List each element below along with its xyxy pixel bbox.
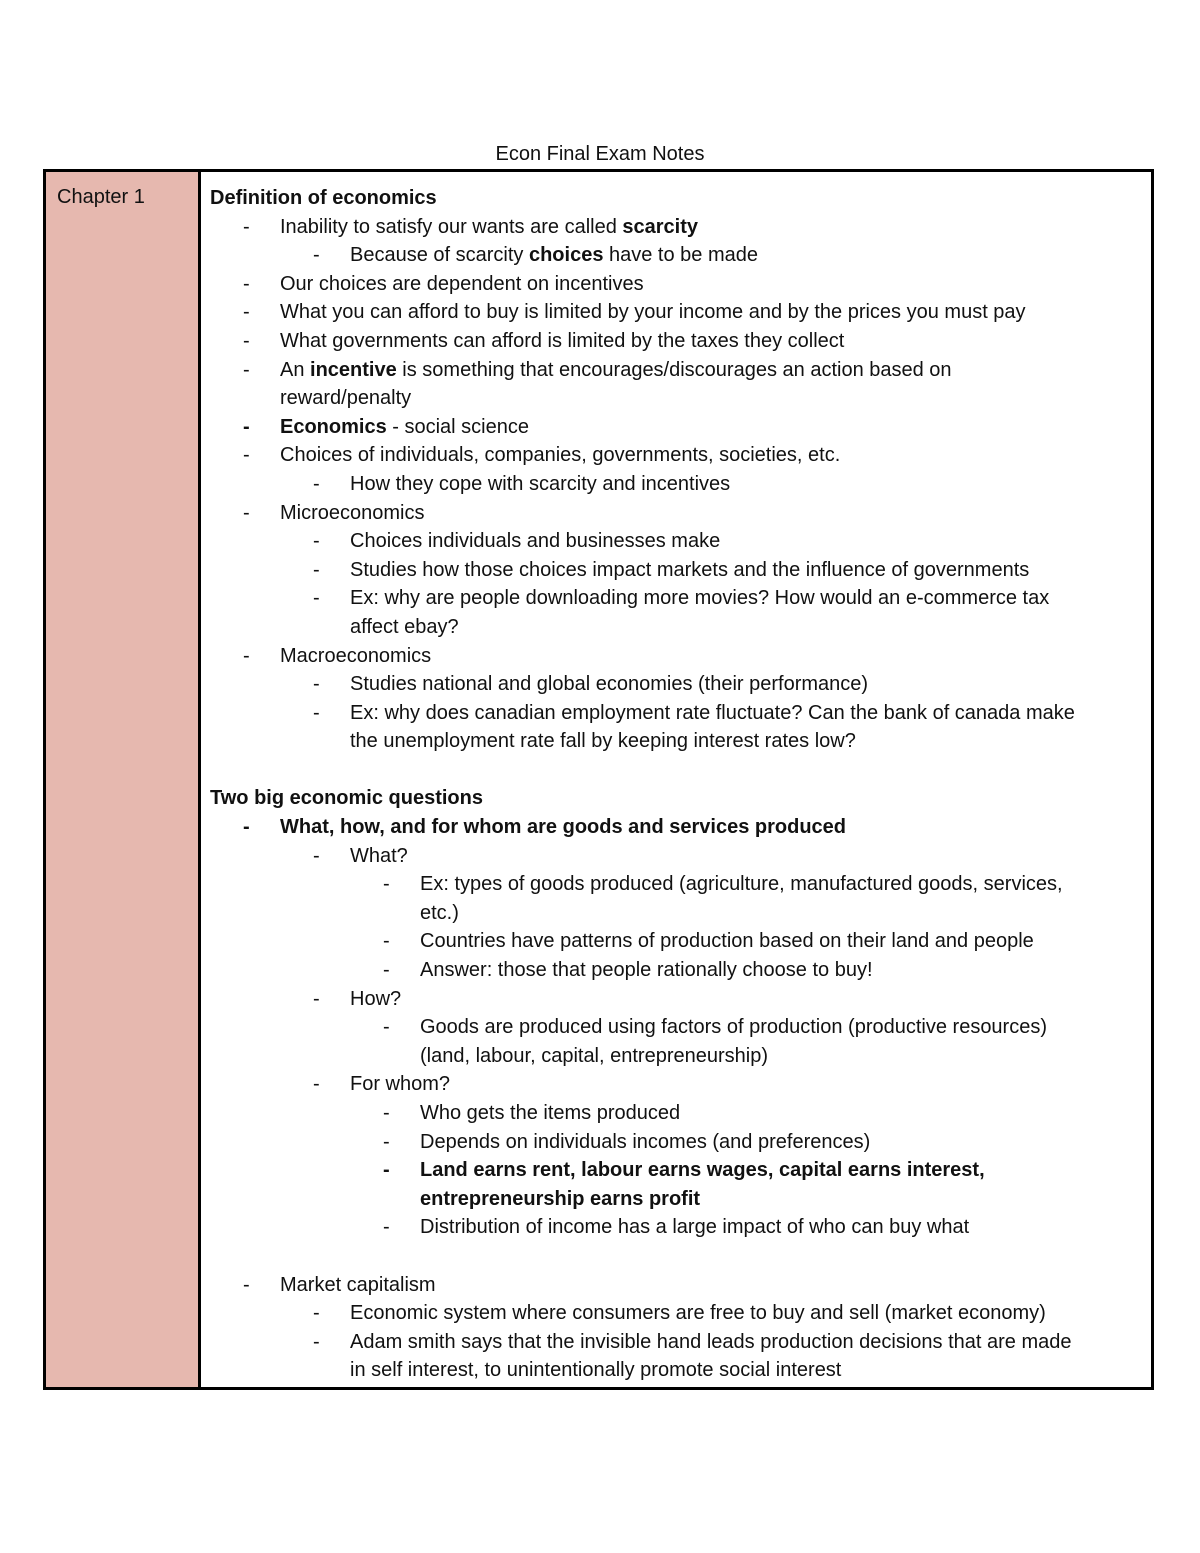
note-line: - What governments can afford is limited by the taxes they collect bbox=[243, 329, 845, 352]
note-line-continued: (land, labour, capital, entrepreneurship) bbox=[420, 1044, 768, 1067]
note-line: - Market capitalism bbox=[243, 1273, 436, 1296]
note-line: - Land earns rent, labour earns wages, capital earns interest, bbox=[383, 1159, 985, 1182]
note-line: - For whom? bbox=[313, 1073, 451, 1096]
note-line: - Microeconomics bbox=[243, 501, 425, 524]
notes-content bbox=[201, 172, 1151, 1387]
section-heading-questions: Two big economic questions bbox=[210, 787, 483, 810]
note-line-continued: entrepreneurship earns profit bbox=[420, 1187, 701, 1210]
spacer bbox=[210, 756, 1141, 785]
note-line: - Distribution of income has a large impact of who can buy what bbox=[383, 1216, 970, 1239]
note-line: - Ex: types of goods produced (agriculture, manufactured goods, services, bbox=[383, 873, 1063, 896]
note-line: - Choices of individuals, companies, governments, societies, etc. bbox=[243, 444, 841, 467]
note-line-continued: reward/penalty bbox=[280, 387, 412, 410]
note-line: - Answer: those that people rationally choose to buy! bbox=[383, 959, 873, 982]
note-line-continued: etc.) bbox=[420, 901, 459, 924]
note-line: - Because of scarcity choices have to be made bbox=[313, 244, 759, 267]
notes-table bbox=[43, 169, 1154, 1390]
note-line: - Depends on individuals incomes (and preferences) bbox=[383, 1130, 871, 1153]
note-line: - Economics - social science bbox=[243, 415, 529, 438]
note-line: - How they cope with scarcity and incentives bbox=[313, 472, 731, 495]
note-line: - Inability to satisfy our wants are called scarcity bbox=[243, 215, 699, 238]
note-line: - What? bbox=[313, 844, 408, 867]
note-line: - Studies how those choices impact markets and the influence of governments bbox=[313, 558, 1030, 581]
document-title: Econ Final Exam Notes bbox=[495, 143, 705, 165]
note-line: - Goods are produced using factors of production (productive resources) bbox=[383, 1016, 1048, 1039]
spacer bbox=[210, 1242, 1141, 1271]
note-line: - How? bbox=[313, 987, 402, 1010]
note-line-continued: the unemployment rate fall by keeping interest rates low? bbox=[350, 730, 856, 753]
note-line: - Ex: why does canadian employment rate fluctuate? Can the bank of canada make bbox=[313, 701, 1075, 724]
note-line: - Choices individuals and businesses make bbox=[313, 530, 721, 553]
note-line: - Studies national and global economies (their performance) bbox=[313, 673, 869, 696]
note-line: - What, how, and for whom are goods and services produced bbox=[243, 816, 847, 839]
note-line: - Ex: why are people downloading more movies? How would an e-commerce tax bbox=[313, 587, 1050, 610]
note-line: - Who gets the items produced bbox=[383, 1102, 681, 1124]
note-line: - Our choices are dependent on incentives bbox=[243, 272, 644, 295]
section-heading-definition: Definition of economics bbox=[210, 187, 437, 209]
chapter-cell bbox=[46, 172, 201, 1387]
note-line: - Economic system where consumers are free to buy and sell (market economy) bbox=[313, 1302, 1046, 1325]
note-line-continued: affect ebay? bbox=[350, 615, 459, 638]
note-line: - Adam smith says that the invisible hand leads production decisions that are made bbox=[313, 1330, 1072, 1353]
note-line: - Countries have patterns of production based on their land and people bbox=[383, 930, 1034, 953]
note-line: - An incentive is something that encourages/discourages an action based on bbox=[243, 358, 952, 381]
note-line-continued: in self interest, to unintentionally promote social interest bbox=[350, 1359, 842, 1382]
note-line: - Macroeconomics bbox=[243, 644, 432, 667]
chapter-label: Chapter 1 bbox=[57, 186, 145, 208]
note-line: - What you can afford to buy is limited by your income and by the prices you must pay bbox=[243, 301, 1026, 324]
